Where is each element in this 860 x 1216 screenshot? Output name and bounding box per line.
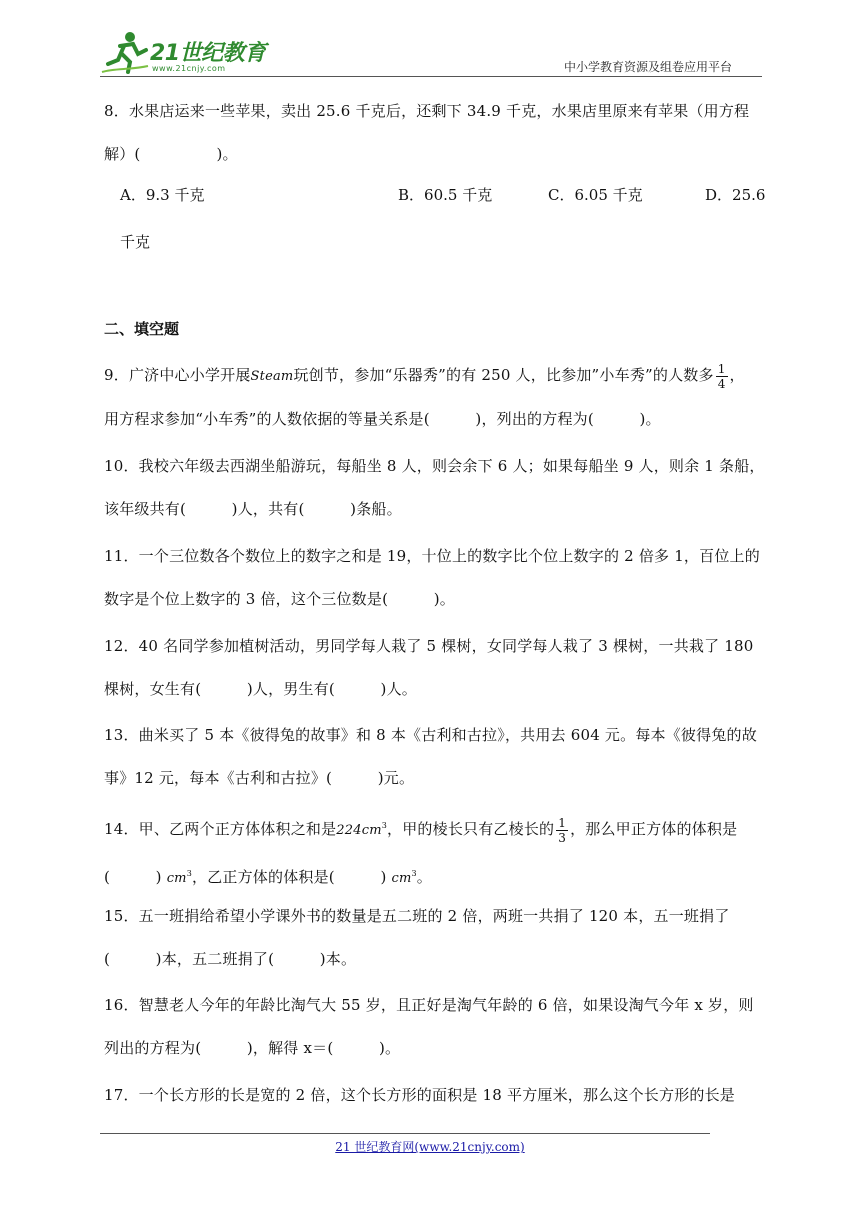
q8-option-b: B．60.5 千克 bbox=[398, 186, 493, 204]
footer-divider bbox=[100, 1133, 710, 1134]
question-14-line2 bbox=[104, 852, 764, 900]
question-9-line1 bbox=[104, 354, 764, 398]
question-11 bbox=[104, 535, 764, 621]
q14-unit-1-sup: 3 bbox=[186, 869, 192, 878]
question-15-line1: 15．五一班捐给希望小学课外书的数量是五二班的 2 倍，两班一共捐了 120 本，五一班捐了 bbox=[104, 907, 730, 925]
question-8-line2: 解）( )。 bbox=[104, 145, 238, 163]
question-8-line1: 8．水果店运来一些苹果，卖出 25.6 千克后，还剩下 34.9 千克，水果店里原来有苹果（用方程 bbox=[104, 102, 750, 120]
question-12-line2: 棵树，女生有( )人，男生有( )人。 bbox=[104, 680, 418, 698]
q14-fraction bbox=[556, 816, 568, 845]
question-8 bbox=[104, 90, 764, 176]
question-13-line1: 13．曲米买了 5 本《彼得兔的故事》和 8 本《古利和古拉》，共用去 604 元。每本《彼得兔的故 bbox=[104, 726, 757, 744]
header-divider bbox=[100, 76, 762, 77]
question-11-line2: 数字是个位上数字的 3 倍，这个三位数是( )。 bbox=[104, 590, 455, 608]
logo-subtext: www.21cnjy.com bbox=[152, 64, 226, 73]
q14-blank-1: ( ) bbox=[104, 868, 162, 886]
q14-text-3: ，那么甲正方体的体积是 bbox=[570, 820, 738, 838]
q14-text-5: 。 bbox=[416, 868, 432, 886]
q14-unit-2: cm bbox=[391, 871, 412, 886]
question-14-line1 bbox=[104, 804, 764, 852]
q8-option-a: A．9.3 千克 bbox=[120, 186, 205, 204]
q9-text-3: ， bbox=[729, 366, 745, 384]
q14-frac-num: 1 bbox=[558, 815, 567, 830]
question-13-line2: 事》12 元，每本《古利和古拉》( )元。 bbox=[104, 769, 415, 787]
logo bbox=[100, 28, 270, 78]
question-17 bbox=[104, 1074, 764, 1117]
q9-fraction bbox=[716, 362, 728, 391]
q9-text-2: 玩创节，参加“乐器秀”的有 250 人，比参加”小车秀”的人数多 bbox=[293, 366, 714, 384]
footer-link[interactable]: 21 世纪教育网(www.21cnjy.com) bbox=[335, 1140, 525, 1154]
question-10 bbox=[104, 445, 764, 531]
question-15 bbox=[104, 895, 764, 981]
q14-text-1: 14．甲、乙两个正方体体积之和是 bbox=[104, 820, 337, 838]
q14-frac-den: 3 bbox=[558, 830, 567, 845]
q8-option-d-cont: 千克 bbox=[120, 233, 151, 251]
question-9-line2: 用方程求参加“小车秀”的人数依据的等量关系是( )，列出的方程为( )。 bbox=[104, 410, 661, 428]
question-14 bbox=[104, 804, 764, 900]
runner-logo-icon bbox=[100, 28, 150, 76]
question-17-line1: 17．一个长方形的长是宽的 2 倍，这个长方形的面积是 18 平方厘米，那么这个长方形的长是 bbox=[104, 1086, 735, 1104]
q9-frac-num: 1 bbox=[717, 361, 726, 376]
q14-volume: 224cm bbox=[336, 823, 382, 838]
logo-text: 21世纪教育 bbox=[150, 41, 266, 66]
question-16-line1: 16．智慧老人今年的年龄比淘气大 55 岁，且正好是淘气年龄的 6 倍，如果设淘气今年 x 岁，则 bbox=[104, 996, 754, 1014]
question-9 bbox=[104, 354, 764, 441]
q14-volume-sup: 3 bbox=[381, 821, 388, 830]
question-16 bbox=[104, 984, 764, 1070]
question-12 bbox=[104, 625, 764, 711]
question-15-line2: ( )本，五二班捐了( )本。 bbox=[104, 950, 357, 968]
q9-text-1: 9．广济中心小学开展 bbox=[104, 366, 251, 384]
platform-title: 中小学教育资源及组卷应用平台 bbox=[563, 60, 732, 74]
question-10-line2: 该年级共有( )人，共有( )条船。 bbox=[104, 500, 402, 518]
q14-unit-1: cm bbox=[166, 871, 187, 886]
q8-option-d: D．25.6 bbox=[705, 186, 766, 204]
q14-unit-2-sup: 3 bbox=[411, 869, 417, 878]
question-10-line1: 10．我校六年级去西湖坐船游玩，每船坐 8 人，则会余下 6 人；如果每船坐 9 人，则余 1 条船， bbox=[104, 457, 765, 475]
question-13 bbox=[104, 714, 764, 800]
question-12-line1: 12．40 名同学参加植树活动，男同学每人栽了 5 棵树，女同学每人栽了 3 棵树，一共栽了 180 bbox=[104, 637, 754, 655]
q14-text-2: ，甲的棱长只有乙棱长的 bbox=[387, 820, 555, 838]
section-title: 二、填空题 bbox=[104, 320, 180, 338]
question-16-line2: 列出的方程为( )，解得 x＝( )。 bbox=[104, 1039, 401, 1057]
page-header bbox=[100, 28, 762, 80]
q14-text-4: ，乙正方体的体积是( ) bbox=[192, 868, 387, 886]
q9-frac-den: 4 bbox=[717, 376, 726, 391]
question-11-line1: 11．一个三位数各个数位上的数字之和是 19，十位上的数字比个位上数字的 2 倍多 1，百位上的 bbox=[104, 547, 760, 565]
q8-option-c: C．6.05 千克 bbox=[548, 186, 643, 204]
q9-steam: Steam bbox=[250, 369, 294, 384]
